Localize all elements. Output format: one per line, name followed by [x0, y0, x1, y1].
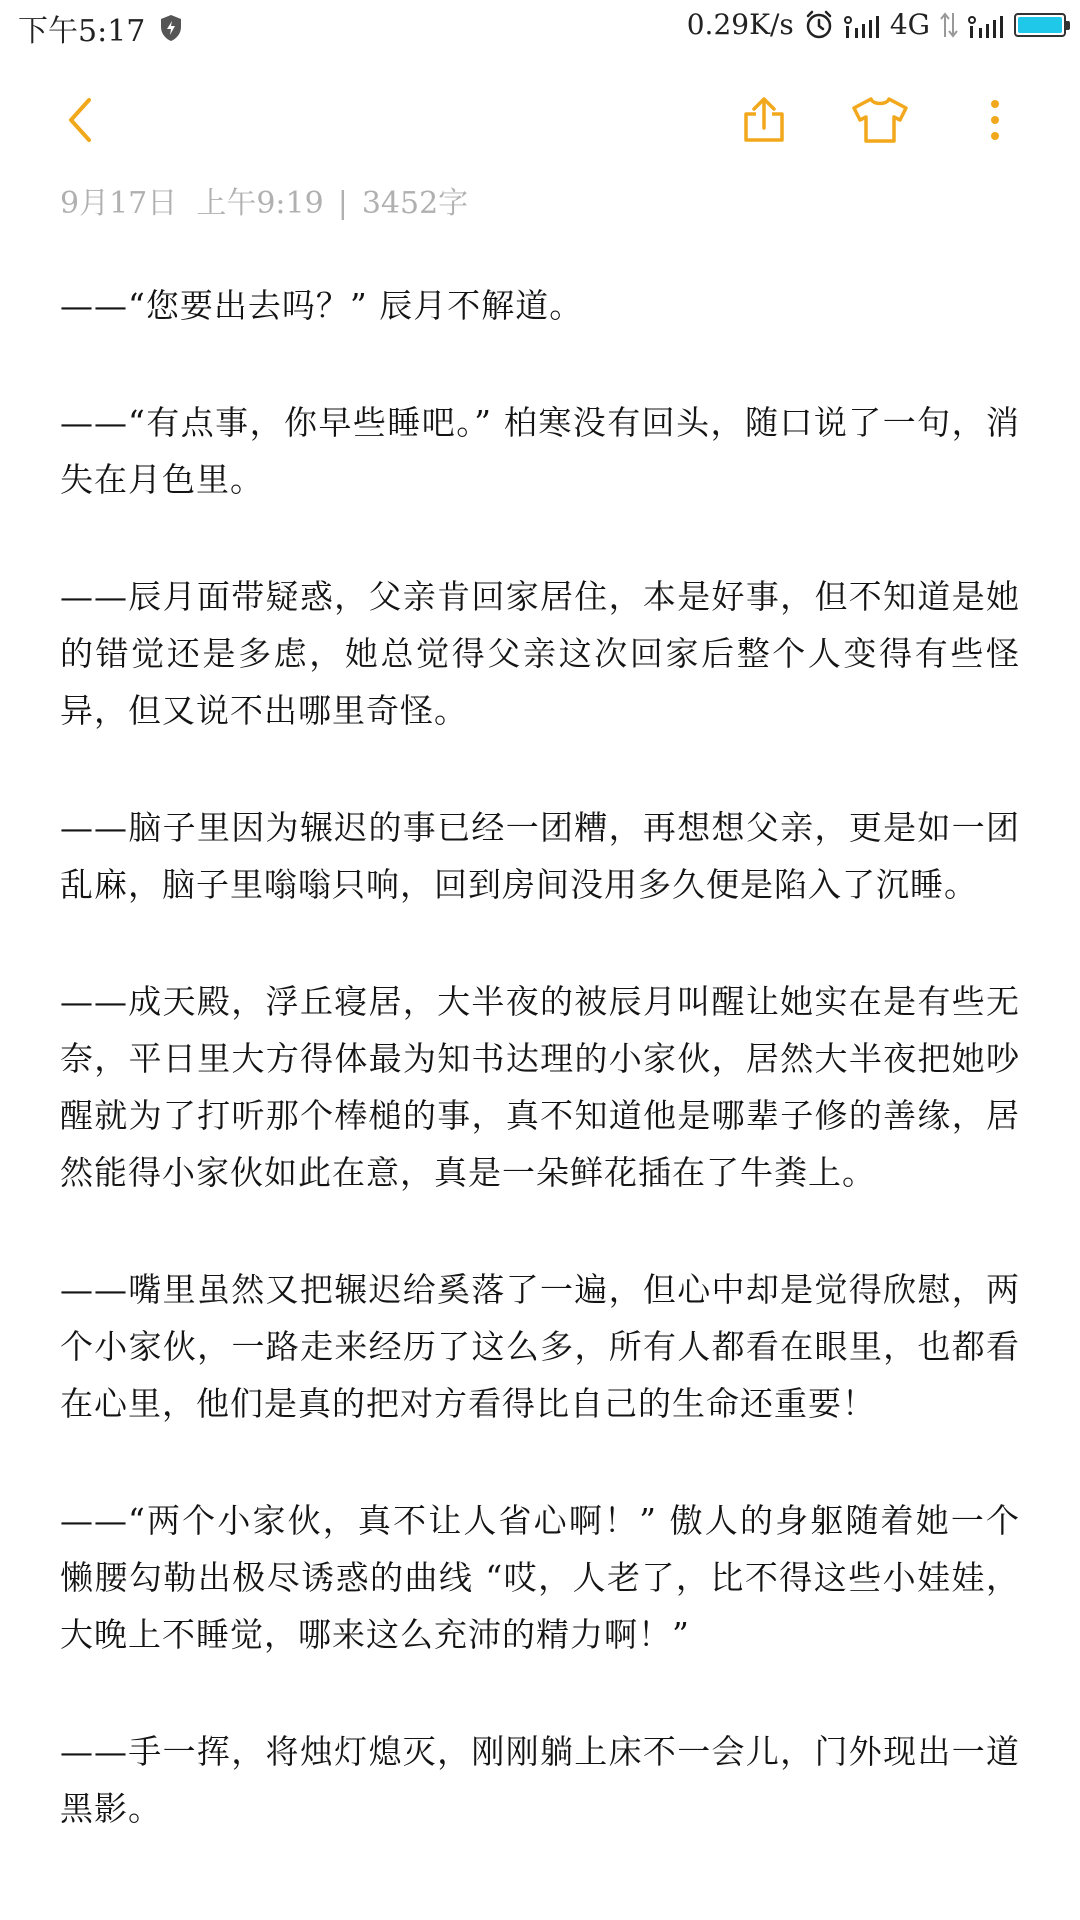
paragraph: ——“两个小家伙，真不让人省心啊！” 傲人的身躯随着她一个懒腰勾勒出极尽诱惑的曲线 “哎，人老了，比不得这些小娃娃，大晚上不睡觉，哪来这么充沛的精力啊！” [60, 1501, 1020, 1654]
back-button[interactable] [40, 80, 120, 160]
note-content[interactable] [60, 277, 1020, 1897]
more-vertical-icon [989, 96, 1001, 144]
status-left [18, 6, 183, 50]
chevron-left-icon [63, 96, 97, 144]
status-time: 下午5:17 [18, 14, 146, 49]
signal-icon-2 [968, 12, 1004, 38]
signal-icon [844, 12, 880, 38]
battery-level [1018, 17, 1062, 33]
paragraph: ——手一挥，将烛灯熄灭，刚刚躺上床不一会儿，门外现出一道黑影。 [60, 1732, 1020, 1828]
paragraph: ——“有点事，你早些睡吧。” 柏寒没有回头，随口说了一句，消失在月色里。 [60, 403, 1020, 499]
data-transfer-icon [940, 11, 958, 39]
alarm-icon [804, 10, 834, 40]
tshirt-icon [851, 96, 909, 144]
network-type: 4G [889, 8, 930, 41]
more-button[interactable] [955, 80, 1035, 160]
paragraph: ——嘴里虽然又把辗迟给奚落了一遍，但心中却是觉得欣慰，两个小家伙，一路走来经历了这么多，所有人都看在眼里，也都看在心里，他们是真的把对方看得比自己的生命还重要！ [60, 1270, 1020, 1423]
paragraph: ——“您要出去吗？” 辰月不解道。 [60, 286, 584, 325]
status-bar [0, 0, 1080, 52]
paragraph: ——成天殿，浮丘寝居，大半夜的被辰月叫醒让她实在是有些无奈，平日里大方得体最为知书达理的小家伙，居然大半夜把她吵醒就为了打听那个棒槌的事，真不知道他是哪辈子修的善缘，居然能得小家伙如此在意，真是一朵鲜花插在了牛粪上。 [60, 982, 1020, 1192]
note-date: 9月17日 [60, 186, 178, 221]
share-button[interactable] [724, 80, 804, 160]
note-time: 上午9:19 [196, 186, 324, 221]
battery-icon [1014, 13, 1066, 37]
network-speed: 0.29K/s [686, 8, 794, 41]
word-count: 3452字 [361, 186, 469, 221]
meta-separator: | [337, 186, 348, 221]
theme-button[interactable] [840, 80, 920, 160]
toolbar [0, 80, 1080, 160]
paragraph: ——辰月面带疑惑，父亲肯回家居住，本是好事，但不知道是她的错觉还是多虑，她总觉得父亲这次回家后整个人变得有些怪异，但又说不出哪里奇怪。 [60, 577, 1020, 730]
paragraph: ——脑子里因为辗迟的事已经一团糟，再想想父亲，更是如一团乱麻，脑子里嗡嗡只响，回到房间没用多久便是陷入了沉睡。 [60, 808, 1020, 904]
shield-icon [159, 14, 183, 42]
share-icon [740, 96, 788, 144]
note-meta [60, 178, 468, 222]
status-right [677, 8, 1066, 41]
